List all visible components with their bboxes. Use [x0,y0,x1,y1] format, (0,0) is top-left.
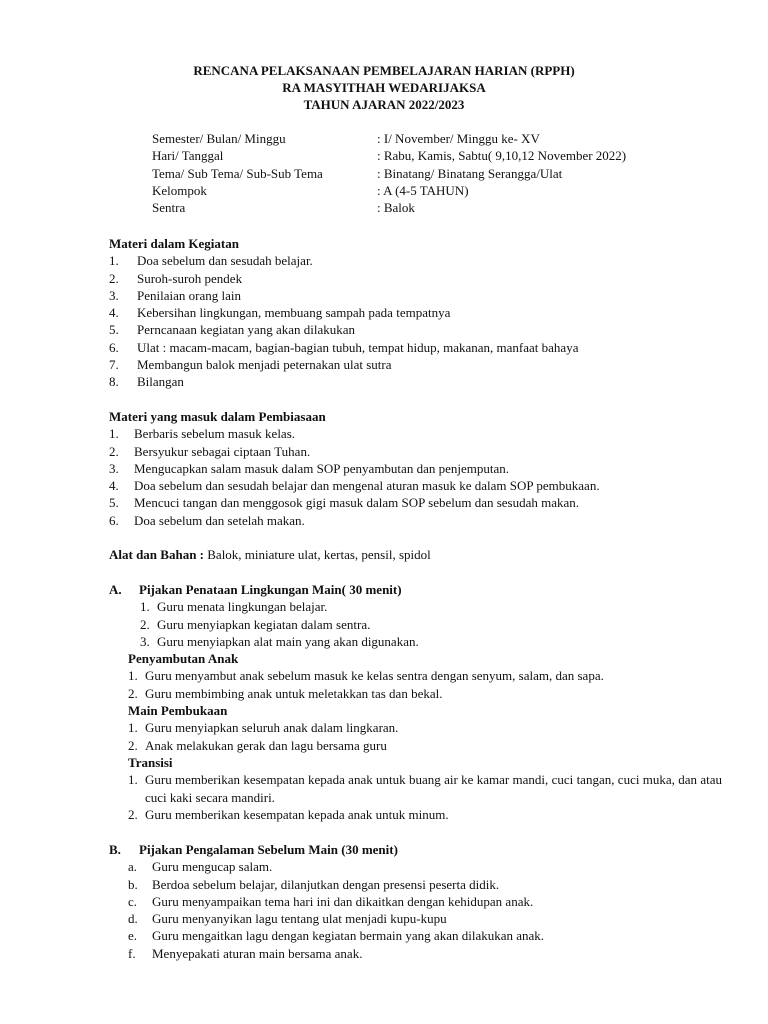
item-letter: f. [128,945,136,961]
item-text: Mencuci tangan dan menggosok gigi masuk dalam SOP sebelum dan sesudah makan. [134,495,580,511]
item-number: 3. [140,633,150,649]
section-a [109,581,729,823]
list-item [109,287,578,304]
info-row [152,147,626,164]
item-text: Perncanaan kegiatan yang akan dilakukan [137,322,356,338]
item-text: Ulat : macam-macam, bagian-bagian tubuh, tempat hidup, makanan, manfaat bahaya [137,339,579,355]
list-item [109,252,578,269]
list-item [109,270,578,287]
penyambutan-list [128,667,729,702]
item-text: Berbaris sebelum masuk kelas. [134,426,296,442]
list-item [109,494,600,511]
section-b [109,841,544,962]
subsection-heading: Transisi [128,754,173,770]
subsection-heading: Main Pembukaan [128,703,228,719]
section-letter: A. [109,582,122,597]
item-text: Guru menyiapkan kegiatan dalam sentra. [157,616,371,632]
info-label: Tema/ Sub Tema/ Sub-Sub Tema [152,165,323,181]
item-number: 8. [109,374,119,390]
item-text: Anak melakukan gerak dan lagu bersama guru [145,737,387,753]
list-item [128,927,544,944]
item-number: 4. [109,305,119,321]
item-number: 2. [128,685,138,701]
list-item [109,339,578,356]
list-item [128,719,729,736]
info-row [152,165,626,182]
item-number: 1. [109,426,119,442]
list-item [128,893,544,910]
info-row [152,199,626,216]
list-item [128,945,544,962]
list-item [128,685,729,702]
item-letter: b. [128,876,138,892]
pre-play-list [128,858,544,962]
item-number: 1. [109,253,119,269]
item-text: Doa sebelum dan sesudah belajar. [137,253,313,269]
pembiasaan-section [109,408,600,529]
item-text: Guru membimbing anak untuk meletakkan tas dan bekal. [145,685,443,701]
list-item [128,667,729,684]
item-text: Berdoa sebelum belajar, dilanjutkan dengan presensi peserta didik. [152,876,500,892]
info-value: : Rabu, Kamis, Sabtu( 9,10,12 November 2022) [377,148,627,164]
list-item [128,858,544,875]
section-title: Pijakan Penataan Lingkungan Main( 30 menit) [139,582,402,597]
item-text: Mengucapkan salam masuk dalam SOP penyambutan dan penjemputan. [134,460,509,476]
academic-year: TAHUN AJARAN 2022/2023 [303,97,465,112]
list-item [140,633,729,650]
section-b-heading [109,841,544,858]
item-text: Doa sebelum dan sesudah belajar dan mengenal aturan masuk ke dalam SOP pembukaan. [134,478,600,494]
item-number: 1. [140,599,150,615]
list-item [109,356,578,373]
info-label: Semester/ Bulan/ Minggu [152,131,286,146]
item-text: Guru memberikan kesempatan kepada anak untuk buang air ke kamar mandi, cuci tangan, cuci muka, dan atau cuci kaki secara mandiri. [145,772,722,805]
item-letter: d. [128,911,138,927]
info-label: Sentra [152,200,186,216]
item-text: Penilaian orang lain [137,287,241,303]
section-title: Pijakan Pengalaman Sebelum Main (30 menit) [139,842,398,857]
item-number: 5. [109,322,119,338]
item-number: 2. [140,616,150,632]
info-label: Kelompok [152,182,207,198]
item-text: Suroh-suroh pendek [137,270,243,286]
section-letter: B. [109,842,121,857]
info-value: : I/ November/ Minggu ke- XV [377,131,540,146]
item-number: 5. [109,495,119,511]
item-number: 3. [109,460,119,476]
info-table [152,130,626,216]
item-text: Guru mengucap salam. [152,859,273,875]
list-item [128,910,544,927]
alat-label: Alat dan Bahan : [109,547,204,562]
item-number: 6. [109,339,119,355]
item-text: Guru memberikan kesempatan kepada anak untuk minum. [145,806,449,822]
item-text: Menyepakati aturan main bersama anak. [152,945,363,961]
setup-list [140,598,729,650]
info-value: : Binatang/ Binatang Serangga/Ulat [377,165,563,181]
item-letter: a. [128,859,138,875]
list-item [128,737,729,754]
list-item [109,443,600,460]
info-value: : A (4-5 TAHUN) [377,182,469,198]
item-text: Bersyukur sebagai ciptaan Tuhan. [134,443,311,459]
item-number: 2. [109,270,119,286]
item-text: Guru menyampaikan tema hari ini dan dikaitkan dengan kehidupan anak. [152,893,534,909]
info-label: Hari/ Tanggal [152,148,224,164]
item-text: Guru mengaitkan lagu dengan kegiatan bermain yang akan dilakukan anak. [152,928,545,944]
item-text: Membangun balok menjadi peternakan ulat sutra [137,357,392,373]
list-item [128,876,544,893]
transisi-list [128,771,729,823]
item-number: 7. [109,357,119,373]
item-number: 2. [109,443,119,459]
pembukaan-list [128,719,729,754]
item-number: 6. [109,512,119,528]
item-number: 1. [128,772,138,788]
info-row [152,182,626,199]
item-number: 1. [128,668,138,684]
list-item [109,373,578,390]
item-text: Doa sebelum dan setelah makan. [134,512,305,528]
materi-section [109,235,578,391]
list-item [128,806,729,823]
item-letter: e. [128,928,138,944]
list-item [109,477,600,494]
list-item [140,598,729,615]
subsection-heading: Penyambutan Anak [128,651,239,667]
list-item [109,304,578,321]
item-text: Guru menyiapkan seluruh anak dalam lingkaran. [145,720,399,736]
item-text: Bilangan [137,374,184,390]
item-number: 1. [128,720,138,736]
list-item [128,771,729,806]
info-value: : Balok [377,200,415,216]
item-text: Guru menyambut anak sebelum masuk ke kelas sentra dengan senyum, salam, dan sapa. [145,668,604,684]
document-title: RENCANA PELAKSANAAN PEMBELAJARAN HARIAN (RPPH) [193,63,575,78]
item-number: 2. [128,737,138,753]
alat-value: Balok, miniature ulat, kertas, pensil, spidol [204,547,431,562]
alat-bahan [109,546,431,563]
list-item [109,512,600,529]
section-heading: Materi yang masuk dalam Pembiasaan [109,409,326,424]
item-number: 2. [128,806,138,822]
item-number: 4. [109,478,119,494]
item-number: 3. [109,287,119,303]
item-text: Kebersihan lingkungan, membuang sampah pada tempatnya [137,305,451,321]
school-name: RA MASYITHAH WEDARIJAKSA [282,80,486,95]
list-item [140,616,729,633]
list-item [109,460,600,477]
list-item [109,321,578,338]
info-row [152,130,626,147]
item-text: Guru menyanyikan lagu tentang ulat menjadi kupu-kupu [152,911,447,927]
section-heading: Materi dalam Kegiatan [109,236,239,251]
item-text: Guru menyiapkan alat main yang akan digunakan. [157,633,419,649]
item-letter: c. [128,893,138,909]
section-a-heading [109,581,729,598]
list-item [109,425,600,442]
item-text: Guru menata lingkungan belajar. [157,599,328,615]
